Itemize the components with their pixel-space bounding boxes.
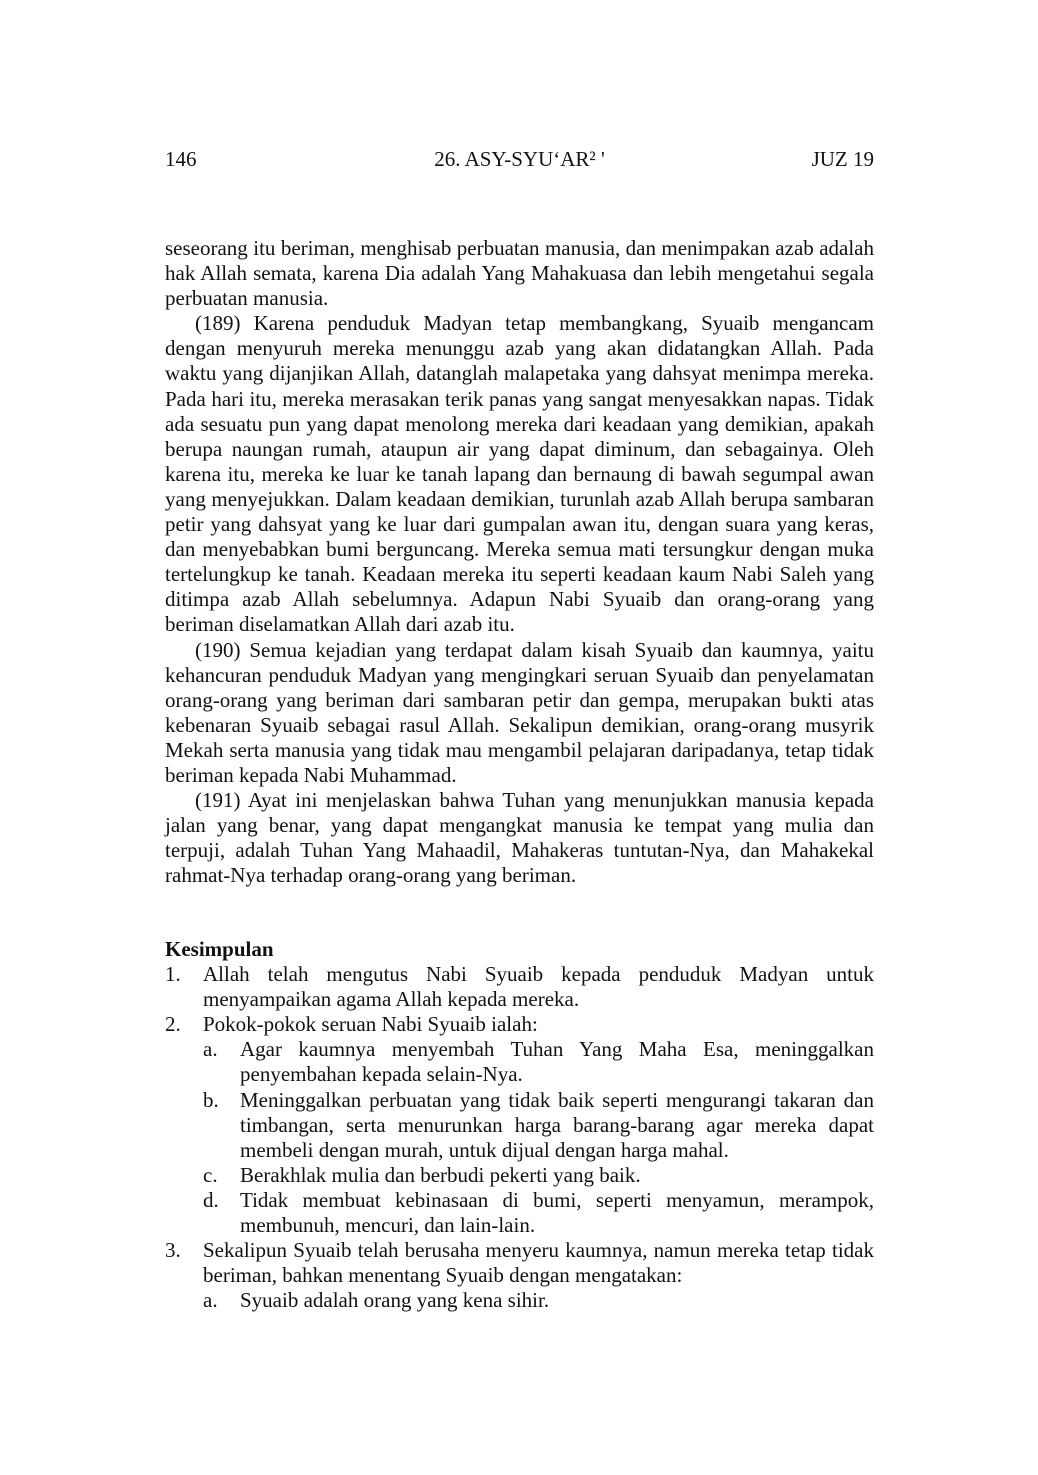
sub-list-marker: d. — [203, 1187, 219, 1212]
sub-list-marker: b. — [203, 1087, 219, 1112]
conclusion-sublist-3 — [203, 1288, 874, 1313]
sub-list-marker: a. — [203, 1037, 218, 1062]
paragraph-verse-189: (189) Karena penduduk Madyan tetap membangkang, Syuaib mengancam dengan menyuruh mereka menunggu azab yang akan didatangkan Allah. Pada waktu yang dijanjikan Allah, datanglah malapetaka yang dahsyat menimpa mereka. Pada hari itu, mereka merasakan terik panas yang sangat menyesakkan napas. Tidak ada sesuatu pun yang dapat menolong mereka dari keadaan yang demikian, apakah berupa naungan rumah, ataupun air yang dapat diminum, dan sebagainya. Oleh karena itu, mereka ke luar ke tanah lapang dan bernaung di bawah segumpal awan yang menyejukkan. Dalam keadaan demikian, turunlah azab Allah berupa sambaran petir yang dahsyat yang ke luar dari gumpalan awan itu, dengan suara yang keras, dan menyebabkan bumi berguncang. Mereka semua mati tersungkur dengan muka tertelungkup ke tanah. Keadaan mereka itu seperti keadaan kaum Nabi Saleh yang ditimpa azab Allah sebelumnya. Adapun Nabi Syuaib dan orang-orang yang beriman diselamatkan Allah dari azab itu. — [165, 311, 874, 637]
sub-item-text: Agar kaumnya menyembah Tuhan Yang Maha Esa, meninggalkan penyembahan kepada selain-Nya. — [240, 1037, 874, 1087]
page-header — [165, 146, 874, 172]
paragraph-verse-190: (190) Semua kejadian yang terdapat dalam kisah Syuaib dan kaumnya, yaitu kehancuran penduduk Madyan yang mengingkari seruan Syuaib dan penyelamatan orang-orang yang beriman dari sambaran petir dan gempa, merupakan bukti atas kebenaran Syuaib sebagai rasul Allah. Sekalipun demikian, orang-orang musyrik Mekah serta manusia yang tidak mau mengambil pelajaran daripadanya, tetap tidak beriman kepada Nabi Muhammad. — [165, 637, 874, 787]
list-item-text: Pokok-pokok seruan Nabi Syuaib ialah: — [203, 1012, 538, 1037]
conclusion-item-3 — [165, 1238, 874, 1288]
list-item-text: Allah telah mengutus Nabi Syuaib kepada penduduk Madyan untuk menyampaikan agama Allah kepada mereka. — [203, 962, 874, 1012]
sub-item-text: Tidak membuat kebinasaan di bumi, seperti menyamun, merampok, membunuh, mencuri, dan lain-lain. — [240, 1187, 874, 1238]
running-title: 26. ASY-SYU‘AR² ' — [434, 147, 605, 171]
list-item-text: Sekalipun Syuaib telah berusaha menyeru kaumnya, namun mereka tetap tidak beriman, bahkan menentang Syuaib dengan mengatakan: — [203, 1238, 874, 1288]
sub-item-text: Berakhlak mulia dan berbudi pekerti yang baik. — [240, 1162, 641, 1187]
conclusion-section — [165, 937, 874, 1313]
sub-list-marker: c. — [203, 1162, 218, 1187]
sub-item-text: Syuaib adalah orang yang kena sihir. — [240, 1288, 550, 1313]
page-number: 146 — [165, 147, 197, 171]
sub-list-marker: a. — [203, 1288, 218, 1313]
conclusion-heading: Kesimpulan — [165, 937, 274, 961]
juz-label: JUZ 19 — [811, 147, 874, 171]
conclusion-item-1 — [165, 962, 874, 1012]
paragraph-verse-191: (191) Ayat ini menjelaskan bahwa Tuhan yang menunjukkan manusia kepada jalan yang benar, yang dapat mengangkat manusia ke tempat yang mulia dan terpuji, adalah Tuhan Yang Mahaadil, Mahakeras tuntutan-Nya, dan Mahakekal rahmat-Nya terhadap orang-orang yang beriman. — [165, 788, 874, 888]
list-marker: 3. — [165, 1238, 181, 1263]
paragraph-continuation: seseorang itu beriman, menghisab perbuatan manusia, dan menimpakan azab adalah hak Allah semata, karena Dia adalah Yang Mahakuasa dan lebih mengetahui segala perbuatan manusia. — [165, 236, 874, 311]
list-marker: 1. — [165, 962, 181, 987]
sub-item-text: Meninggalkan perbuatan yang tidak baik seperti mengurangi takaran dan timbangan, serta menurunkan harga barang-barang agar mereka dapat membeli dengan murah, untuk dijual dengan harga mahal. — [240, 1087, 874, 1162]
conclusion-item-2 — [165, 1012, 874, 1037]
list-marker: 2. — [165, 1012, 181, 1037]
sub-item-2d — [203, 1188, 874, 1238]
sub-item-3a — [203, 1288, 874, 1313]
commentary-body — [165, 236, 874, 888]
sub-item-2a — [203, 1037, 874, 1087]
conclusion-sublist-2 — [203, 1037, 874, 1238]
sub-item-2b — [203, 1088, 874, 1163]
sub-item-2c — [203, 1163, 874, 1188]
